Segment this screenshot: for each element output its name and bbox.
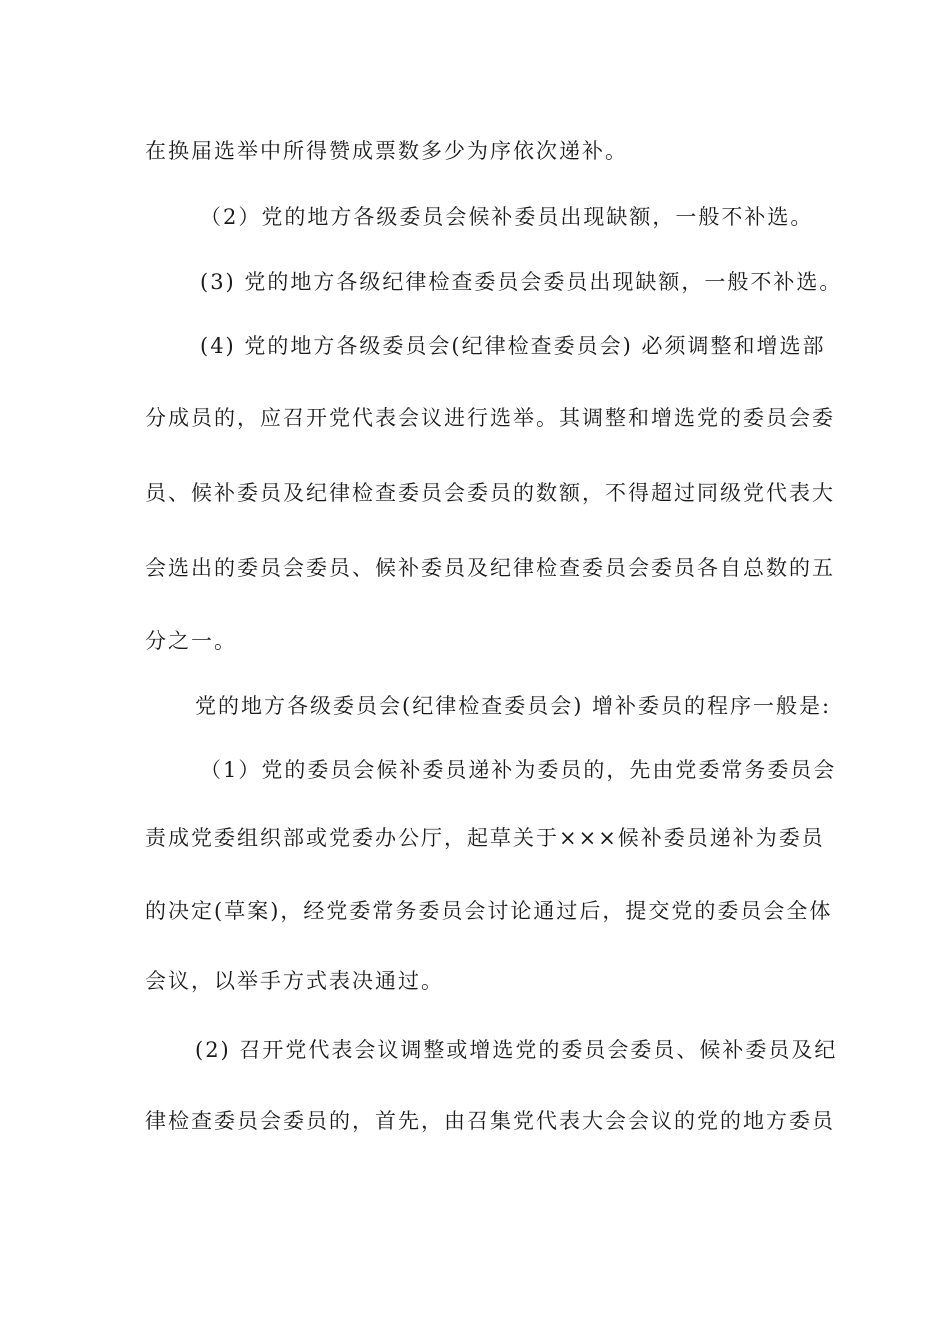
text-line-3: (3) 党的地方各级纪律检查委员会委员出现缺额，一般不补选。 [200, 270, 843, 294]
text-line-4: (4) 党的地方各级委员会(纪律检查委员会) 必须调整和增选部 [200, 334, 826, 358]
text-line-15: 律检查委员会委员的，首先，由召集党代表大会会议的党的地方委员 [145, 1109, 835, 1133]
text-line-5: 分成员的，应召开党代表会议进行选举。其调整和增选党的委员会委 [145, 406, 835, 430]
text-line-7: 会选出的委员会委员、候补委员及纪律检查委员会委员各自总数的五 [145, 556, 835, 580]
text-line-9: 党的地方各级委员会(纪律检查委员会) 增补委员的程序一般是: [195, 694, 832, 718]
text-line-13: 会议，以举手方式表决通过。 [145, 969, 444, 993]
text-line-10: （1）党的委员会候补委员递补为委员的，先由党委常务委员会 [200, 758, 837, 782]
text-line-14: (2) 召开党代表会议调整或增选党的委员会委员、候补委员及纪 [195, 1038, 838, 1062]
text-line-12: 的决定(草案)，经党委常务委员会讨论通过后，提交党的委员会全体 [145, 899, 833, 923]
text-line-6: 员、候补委员及纪律检查委员会委员的数额，不得超过同级党代表大 [145, 481, 835, 505]
text-line-8: 分之一。 [145, 629, 237, 653]
text-line-11: 责成党委组织部或党委办公厅，起草关于×××候补委员递补为委员 [145, 826, 825, 850]
text-line-1: 在换届选举中所得赞成票数多少为序依次递补。 [145, 139, 628, 163]
text-line-2: （2）党的地方各级委员会候补委员出现缺额，一般不补选。 [200, 205, 814, 229]
